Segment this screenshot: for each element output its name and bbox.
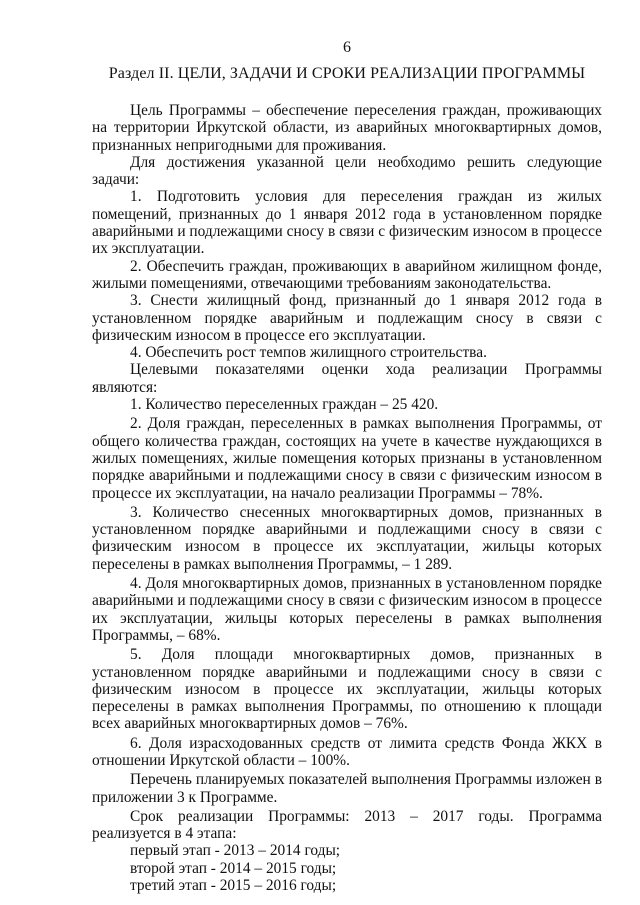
stages-list <box>92 842 602 894</box>
paragraph-task-1: 1. Подготовить условия для переселения граждан из жилых помещений, признанных до 1 января 2012 года в установленном порядке аварийными и подлежащими сносу в связи с физическим износом в процессе их эксплуатации. <box>92 188 602 258</box>
page-number: 6 <box>343 39 351 56</box>
document-body <box>92 102 602 894</box>
paragraph-task-4: 4. Обеспечить рост темпов жилищного строительства. <box>130 344 487 362</box>
paragraph-indicator-2: 2. Доля граждан, переселенных в рамках выполнения Программы, от общего количества граждан, состоящих на учете в качестве нуждающихся в жилых помещениях, жилые помещения которых признаны в установленном порядке аварийными и подлежащими сносу в связи с физическим износом в процессе их эксплуатации, на начало реализации Программы – 78%. <box>92 415 602 502</box>
paragraph-indicator-4: 4. Доля многоквартирных домов, признанных в установленном порядке аварийными и подлежащими сносу в связи с физическим износом в процессе их эксплуатации, жильцы которых переселены в рамках выполнения Программы, – 68%. <box>92 575 602 644</box>
paragraph-indicators-intro: Целевыми показателями оценки хода реализации Программы являются: <box>92 361 602 396</box>
paragraph-indicator-1: 1. Количество переселенных граждан – 25 420. <box>130 396 439 414</box>
paragraph-indicator-6: 6. Доля израсходованных средств от лимита средств Фонда ЖКХ в отношении Иркутской области – 100%. <box>92 734 602 769</box>
section-title: Раздел II. ЦЕЛИ, ЗАДАЧИ И СРОКИ РЕАЛИЗАЦИИ ПРОГРАММЫ <box>108 65 586 82</box>
stage-item: третий этап - 2015 – 2016 годы; <box>130 877 337 895</box>
stage-item: второй этап - 2014 – 2015 годы; <box>130 859 337 877</box>
paragraph-task-3: 3. Снести жилищный фонд, признанный до 1 января 2012 года в установленном порядке аварийным и подлежащим сносу в связи с физическим износом в процессе его эксплуатации. <box>92 292 602 344</box>
paragraph-indicator-3: 3. Количество снесенных многоквартирных домов, признанных в установленном порядке аварийными и подлежащими сносу в связи с физическим износом в процессе их эксплуатации, жильцы которых переселены в рамках выполнения Программы, – 1 289. <box>92 503 602 573</box>
paragraph-task-2: 2. Обеспечить граждан, проживающих в аварийном жилищном фонде, жилыми помещениями, отвечающими требованиям законодательства. <box>92 257 602 292</box>
paragraph-implementation-period: Срок реализации Программы: 2013 – 2017 годы. Программа реализуется в 4 этапа: <box>92 807 602 843</box>
paragraph-indicator-5: 5. Доля площади многоквартирных домов, признанных в установленном порядке аварийными и подлежащими сносу в связи с физическим износом в процессе их эксплуатации, жильцы которых переселены в рамках выполнения Программы, по отношению к площади всех аварийных многоквартирных домов – 76%. <box>92 646 602 733</box>
stage-item: первый этап - 2013 – 2014 годы; <box>130 842 341 860</box>
paragraph-goal: Цель Программы – обеспечение переселения граждан, проживающих на территории Иркутской области, из аварийных многоквартирных домов, признанных непригодными для проживания. <box>92 102 602 154</box>
paragraph-appendix-reference: Перечень планируемых показателей выполнения Программы изложен в приложении 3 к Программе. <box>92 771 602 806</box>
paragraph-tasks-intro: Для достижения указанной цели необходимо решить следующие задачи: <box>92 153 602 189</box>
